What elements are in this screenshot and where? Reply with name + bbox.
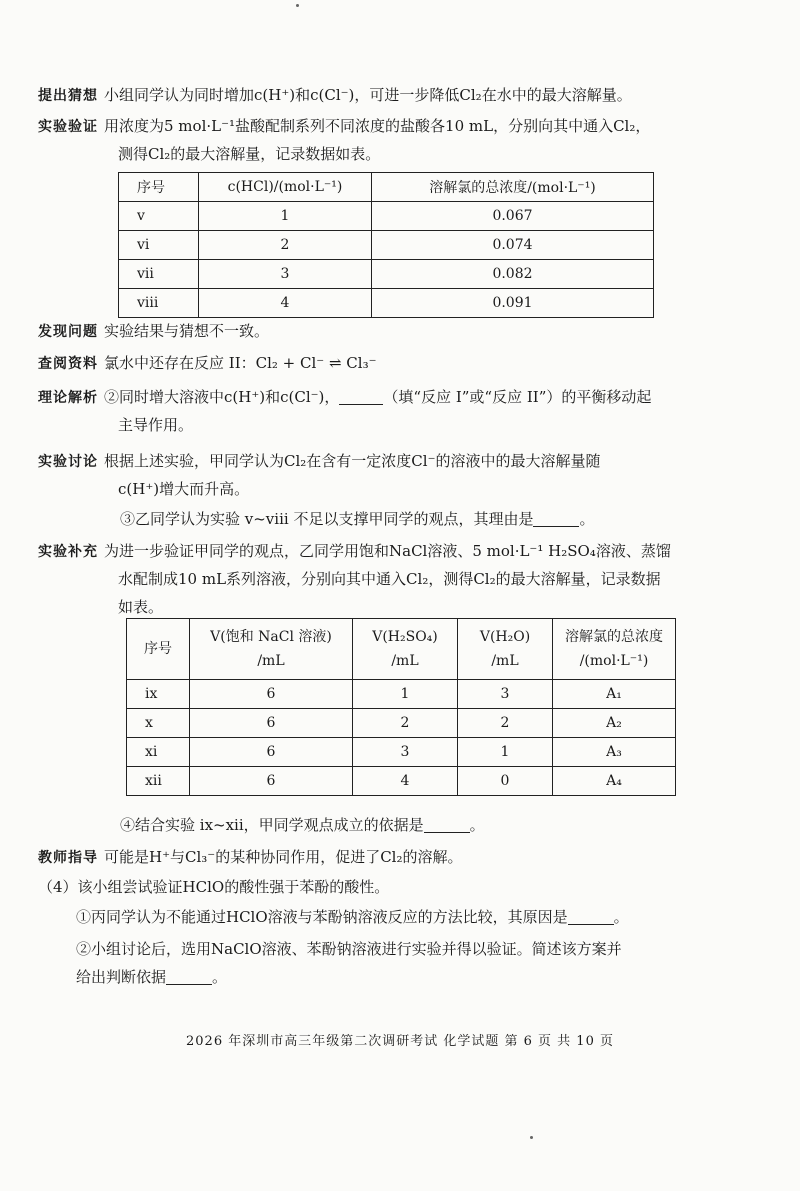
discuss-line-3 xyxy=(120,506,594,532)
teacher-text: 可能是H⁺与Cl₃⁻的某种协同作用，促进了Cl₂的溶解。 xyxy=(104,848,463,866)
theory-line-1 xyxy=(38,384,651,411)
table-header: 序号 xyxy=(119,173,199,202)
table-cell: xi xyxy=(127,738,190,767)
table-header: V(H₂O) /mL xyxy=(458,619,553,680)
table-row xyxy=(119,260,654,289)
answer-blank[interactable] xyxy=(166,968,212,985)
table-cell: 2 xyxy=(353,709,458,738)
problem-label: 发现问题 xyxy=(38,324,98,340)
supplement-text-2: 水配制成10 mL系列溶液，分别向其中通入Cl₂，测得Cl₂的最大溶解量，记录数据 xyxy=(118,570,661,588)
table-cell: 0 xyxy=(458,767,553,796)
period: 。 xyxy=(579,510,595,528)
supplement-text-3: 如表。 xyxy=(118,598,164,616)
supplement-line-1 xyxy=(38,538,671,565)
reference-label: 查阅资料 xyxy=(38,356,98,372)
teacher-label: 教师指导 xyxy=(38,850,98,866)
table-row xyxy=(127,680,676,709)
conjecture-text: 小组同学认为同时增加c(H⁺)和c(Cl⁻)，可进一步降低Cl₂在水中的最大溶解量。 xyxy=(104,86,632,104)
verify-line-1 xyxy=(38,113,650,140)
table-cell: viii xyxy=(119,289,199,318)
answer-blank[interactable] xyxy=(339,388,383,405)
table-cell: 0.067 xyxy=(372,202,654,231)
table-cell: 3 xyxy=(353,738,458,767)
theory-text-1a: ②同时增大溶液中c(H⁺)和c(Cl⁻)， xyxy=(104,388,340,406)
table-row xyxy=(119,289,654,318)
table-row xyxy=(119,231,654,260)
conjecture-line xyxy=(38,82,632,109)
table-header: 序号 xyxy=(127,619,190,680)
part-4-q1-text: ①丙同学认为不能通过HClO溶液与苯酚钠溶液反应的方法比较，其原因是 xyxy=(76,908,568,926)
table-cell: 6 xyxy=(190,738,353,767)
part-4-q2-text-2: 给出判断依据 xyxy=(76,968,167,986)
theory-text-1b: （填“反应 I”或“反应 II”）的平衡移动起 xyxy=(383,388,652,406)
table-row xyxy=(127,738,676,767)
supplement-text-1: 为进一步验证甲同学的观点，乙同学用饱和NaCl溶液、5 mol·L⁻¹ H₂SO₄溶液、蒸馏 xyxy=(104,542,671,560)
table-cell: 4 xyxy=(353,767,458,796)
table-header: 溶解氯的总浓度 /(mol·L⁻¹) xyxy=(553,619,676,680)
verify-text-2: 测得Cl₂的最大溶解量，记录数据如表。 xyxy=(118,145,381,163)
verify-text-1: 用浓度为5 mol·L⁻¹盐酸配制系列不同浓度的盐酸各10 mL，分别向其中通入Cl₂， xyxy=(104,117,651,135)
period: 。 xyxy=(469,816,485,834)
table-row xyxy=(127,767,676,796)
discuss-line-1 xyxy=(38,448,600,475)
table-header: c(HCl)/(mol·L⁻¹) xyxy=(199,173,372,202)
table-cell: 1 xyxy=(353,680,458,709)
period: 。 xyxy=(613,908,629,926)
problem-line xyxy=(38,318,269,345)
table-cell: 3 xyxy=(458,680,553,709)
table-header: V(H₂SO₄) /mL xyxy=(353,619,458,680)
reference-text: 氯水中还存在反应 II：Cl₂ + Cl⁻ ⇌ Cl₃⁻ xyxy=(104,354,377,372)
question-4-line xyxy=(120,812,485,838)
table-cell: 1 xyxy=(199,202,372,231)
table-header-row xyxy=(127,619,676,680)
table-cell: vii xyxy=(119,260,199,289)
discuss-text-1: 根据上述实验，甲同学认为Cl₂在含有一定浓度Cl⁻的溶液中的最大溶解量随 xyxy=(104,452,601,470)
table-cell: A₁ xyxy=(553,680,676,709)
table-cell: x xyxy=(127,709,190,738)
table-cell: vi xyxy=(119,231,199,260)
reference-line xyxy=(38,350,377,377)
teacher-line xyxy=(38,844,463,871)
discuss-text-3: ③乙同学认为实验 v~viii 不足以支撑甲同学的观点，其理由是 xyxy=(120,510,534,528)
table-row xyxy=(127,709,676,738)
answer-blank[interactable] xyxy=(424,816,470,833)
answer-blank[interactable] xyxy=(568,908,614,925)
problem-text: 实验结果与猜想不一致。 xyxy=(104,322,270,340)
part-4-heading: （4）该小组尝试验证HClO的酸性强于苯酚的酸性。 xyxy=(38,878,390,896)
discuss-text-2: c(H⁺)增大而升高。 xyxy=(118,480,250,498)
table-cell: 4 xyxy=(199,289,372,318)
table-header: 溶解氯的总浓度/(mol·L⁻¹) xyxy=(372,173,654,202)
verify-label: 实验验证 xyxy=(38,119,98,135)
part-4-question-1 xyxy=(76,904,629,930)
table-cell: 3 xyxy=(199,260,372,289)
table-cell: 1 xyxy=(458,738,553,767)
table-cell: A₄ xyxy=(553,767,676,796)
scan-speck xyxy=(530,1136,533,1139)
table-cell: 0.091 xyxy=(372,289,654,318)
table-cell: 0.082 xyxy=(372,260,654,289)
table-cell: 6 xyxy=(190,680,353,709)
nacl-h2so4-data-table xyxy=(126,618,676,796)
discuss-label: 实验讨论 xyxy=(38,454,98,470)
part-4-question-2-line-2 xyxy=(76,964,227,990)
conjecture-label: 提出猜想 xyxy=(38,88,98,104)
question-4-text: ④结合实验 ix~xii，甲同学观点成立的依据是 xyxy=(120,816,424,834)
table-cell: 6 xyxy=(190,767,353,796)
table-cell: ix xyxy=(127,680,190,709)
part-4-q2-text-1: ②小组讨论后，选用NaClO溶液、苯酚钠溶液进行实验并得以验证。简述该方案并 xyxy=(76,940,622,958)
supplement-label: 实验补充 xyxy=(38,544,98,560)
table-cell: xii xyxy=(127,767,190,796)
table-cell: A₃ xyxy=(553,738,676,767)
table-row xyxy=(119,202,654,231)
theory-text-2: 主导作用。 xyxy=(118,416,194,434)
table-cell: v xyxy=(119,202,199,231)
theory-label: 理论解析 xyxy=(38,390,98,406)
period: 。 xyxy=(212,968,228,986)
table-header-row xyxy=(119,173,654,202)
page-footer: 2026 年深圳市高三年级第二次调研考试 化学试题 第 6 页 共 10 页 xyxy=(186,1034,614,1049)
table-header: V(饱和 NaCl 溶液) /mL xyxy=(190,619,353,680)
table-cell: A₂ xyxy=(553,709,676,738)
hcl-data-table xyxy=(118,172,654,318)
scan-speck xyxy=(296,4,299,7)
table-cell: 2 xyxy=(199,231,372,260)
answer-blank[interactable] xyxy=(533,510,579,527)
table-cell: 0.074 xyxy=(372,231,654,260)
table-cell: 6 xyxy=(190,709,353,738)
table-cell: 2 xyxy=(458,709,553,738)
